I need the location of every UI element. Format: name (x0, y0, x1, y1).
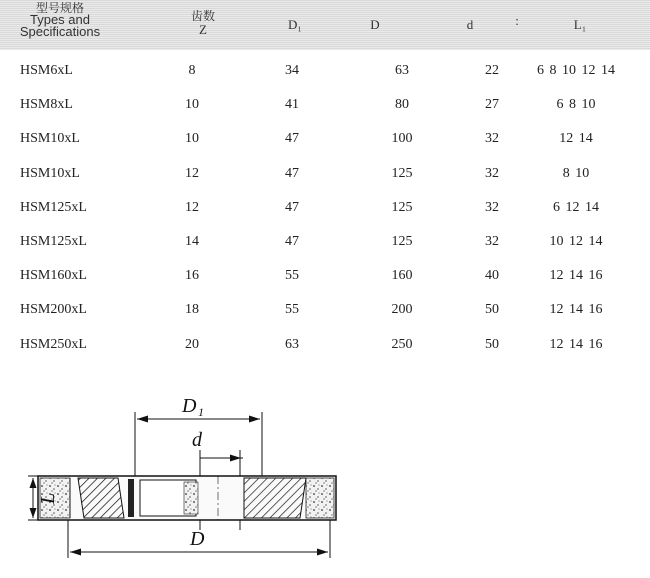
cell-D: 125 (391, 234, 413, 250)
table-row (0, 225, 650, 259)
cell-D: 125 (391, 165, 413, 181)
table-row (0, 191, 650, 225)
cell-l1: 6 8 10 12 14 (537, 63, 615, 79)
cell-d: 22 (485, 63, 499, 79)
cell-l1: 8 10 (562, 165, 590, 181)
header-colon: : (515, 13, 519, 28)
cell-type: HSM10xL (20, 131, 80, 147)
table-row (0, 122, 650, 156)
cutter-body (38, 476, 336, 520)
cell-d: 32 (485, 131, 499, 147)
header-teeth-sym: Z (199, 22, 207, 37)
header-types-en-1: Types and (30, 12, 90, 27)
cell-teeth: 10 (185, 131, 199, 147)
table-row (0, 157, 650, 191)
cell-D: 63 (395, 63, 409, 79)
cell-d: 27 (485, 97, 499, 113)
cell-d1: 47 (285, 199, 299, 215)
cell-type: HSM6xL (20, 63, 73, 79)
cell-type: HSM10xL (20, 165, 80, 181)
cell-d: 32 (485, 165, 499, 181)
label-l: L (37, 492, 59, 504)
cell-l1: 12 14 16 (549, 268, 603, 284)
cell-d: 50 (485, 302, 499, 318)
cell-teeth: 10 (185, 97, 199, 113)
label-d: d (192, 429, 202, 451)
header-teeth-cn: 齿数 (190, 9, 215, 23)
cell-type: HSM125xL (20, 199, 87, 215)
cell-d1: 47 (285, 234, 299, 250)
cell-d: 50 (485, 336, 499, 352)
cell-d1: 47 (285, 165, 299, 181)
table-row (0, 54, 650, 88)
cell-teeth: 12 (185, 199, 199, 215)
cell-D: 200 (391, 302, 413, 318)
cell-d1: 55 (285, 268, 299, 284)
cell-teeth: 8 (188, 63, 196, 79)
table-row (0, 328, 650, 362)
cell-type: HSM160xL (20, 268, 87, 284)
header-types-cn: 型号规格 (35, 1, 84, 15)
cell-D: 250 (391, 336, 413, 352)
cell-D: 125 (391, 199, 413, 215)
table-row (0, 88, 650, 122)
d-outer-dimension (68, 520, 330, 558)
cell-teeth: 12 (185, 165, 199, 181)
cell-l1: 6 12 14 (553, 199, 599, 215)
cell-l1: 6 8 10 (556, 97, 596, 113)
table-row (0, 293, 650, 327)
spec-table (0, 54, 650, 362)
label-d1: D (182, 395, 197, 417)
cell-d: 32 (485, 199, 499, 215)
cell-type: HSM125xL (20, 234, 87, 250)
cell-l1: 12 14 16 (549, 336, 603, 352)
table-header (0, 0, 650, 50)
cell-d1: 63 (285, 336, 299, 352)
header-D: D (370, 17, 380, 32)
header-types (0, 2, 120, 38)
cell-type: HSM200xL (20, 302, 87, 318)
cell-d: 32 (485, 234, 499, 250)
cell-l1: 10 12 14 (549, 234, 603, 250)
cell-type: HSM250xL (20, 336, 87, 352)
header-types-en-2: Specifications (19, 24, 101, 39)
cell-d1: 34 (285, 63, 299, 79)
cell-d: 40 (485, 268, 499, 284)
cell-l1: 12 14 16 (549, 302, 603, 318)
cell-teeth: 18 (185, 302, 199, 318)
cell-type: HSM8xL (20, 97, 73, 113)
cell-d1: 55 (285, 302, 299, 318)
table-row (0, 259, 650, 293)
cell-D: 100 (391, 131, 413, 147)
header-d1: D₁ (288, 17, 302, 32)
cell-D: 80 (395, 97, 409, 113)
label-D: D (190, 528, 205, 550)
cell-l1: 12 14 (559, 131, 593, 147)
cell-D: 160 (391, 268, 413, 284)
cell-d1: 47 (285, 131, 299, 147)
label-d1-sub: 1 (198, 405, 204, 419)
cell-teeth: 16 (185, 268, 199, 284)
cell-teeth: 14 (185, 234, 199, 250)
cutter-cross-section-drawing (0, 380, 650, 575)
cell-teeth: 20 (185, 336, 199, 352)
header-l1: L₁ (573, 17, 587, 32)
cell-d1: 41 (285, 97, 299, 113)
header-teeth (178, 10, 228, 36)
header-d: d (466, 17, 474, 32)
